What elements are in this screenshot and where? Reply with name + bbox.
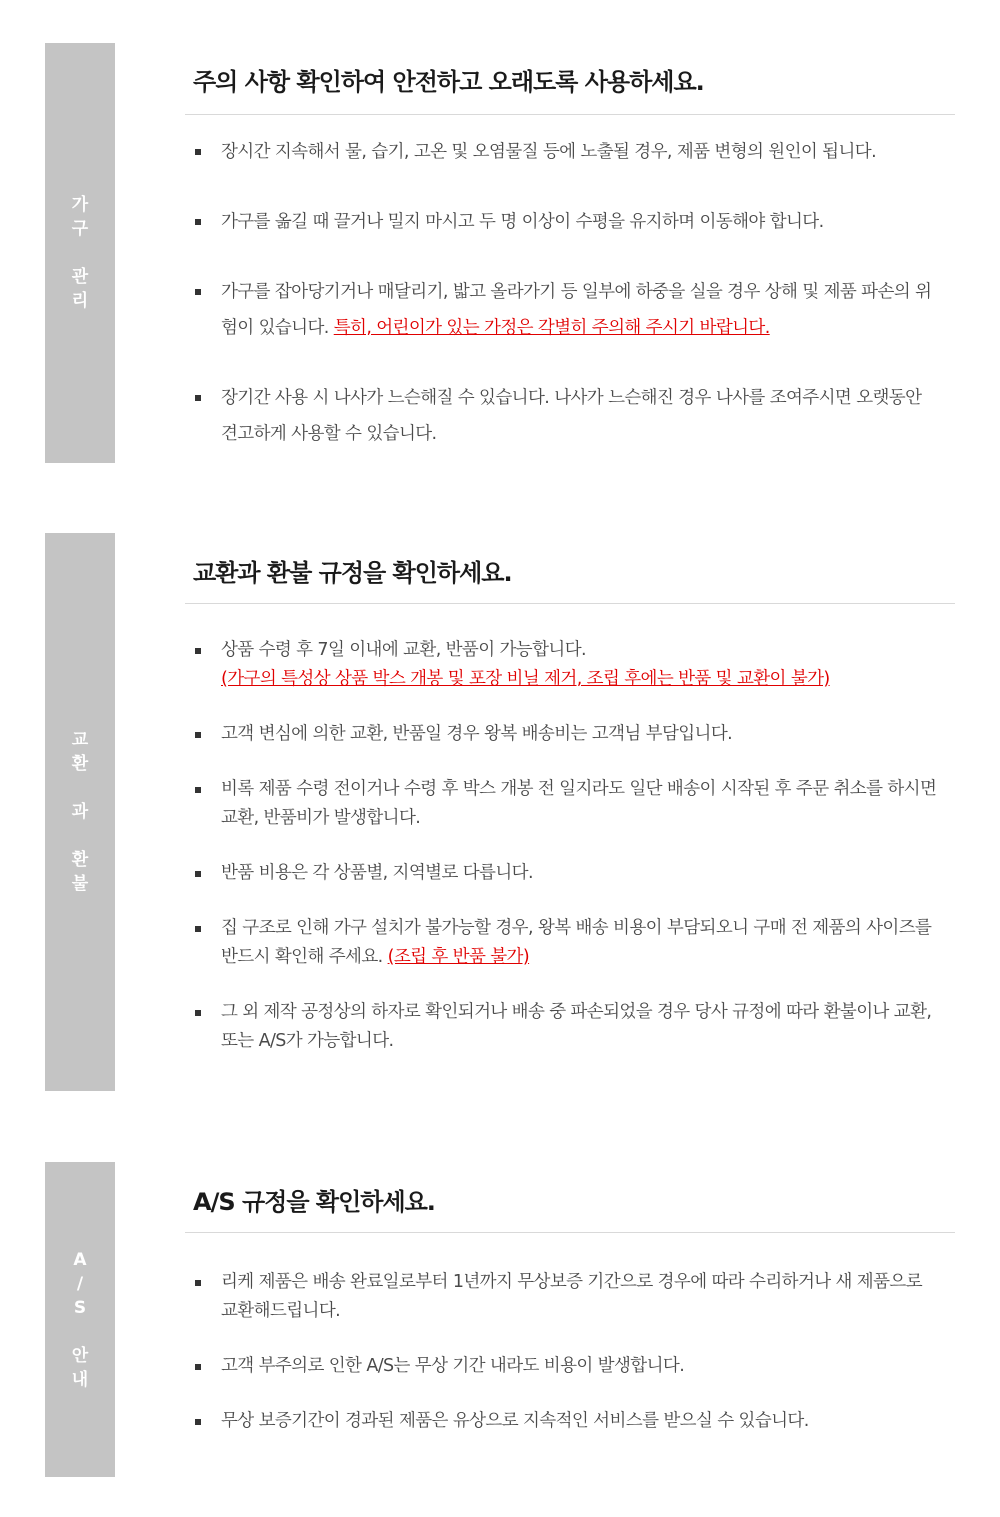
item-list	[195, 636, 940, 1056]
section-title: 주의 사항 확인하여 안전하고 오래도록 사용하세요.	[193, 68, 704, 96]
list-item	[195, 998, 940, 1056]
item-list	[195, 134, 940, 452]
item-text: 무상 보증기간이 경과된 제품은 유상으로 지속적인 서비스를 받으실 수 있습니다.	[221, 1411, 809, 1431]
list-item	[195, 134, 940, 170]
side-char: 관	[71, 267, 89, 287]
list-item	[195, 775, 940, 833]
bullet-icon	[195, 871, 201, 877]
item-text: 그 외 제작 공정상의 하자로 확인되거나 배송 중 파손되었을 경우 당사 규정에 따라 환불이나 교환, 또는 A/S가 가능합니다.	[221, 1002, 932, 1051]
warning-text: (가구의 특성상 상품 박스 개봉 및 포장 비닐 제거, 조립 후에는 반품 및 교환이 불가)	[221, 669, 830, 689]
item-text: 고객 변심에 의한 교환, 반품일 경우 왕복 배송비는 고객님 부담입니다.	[221, 724, 733, 744]
item-text: 반품 비용은 각 상품별, 지역별로 다릅니다.	[221, 863, 533, 883]
bullet-icon	[195, 395, 201, 401]
bullet-icon	[195, 1280, 201, 1286]
divider	[185, 114, 955, 115]
list-item	[195, 636, 940, 694]
item-text: 비록 제품 수령 전이거나 수령 후 박스 개봉 전 일지라도 일단 배송이 시작된 후 주문 취소를 하시면 교환, 반품비가 발생합니다.	[221, 779, 937, 828]
bullet-icon	[195, 1010, 201, 1016]
item-text: 가구를 옮길 때 끌거나 밀지 마시고 두 명 이상이 수평을 유지하며 이동해야 합니다.	[221, 212, 824, 232]
warning-text: (조립 후 반품 불가)	[387, 947, 530, 967]
item-text: 가구를 잡아당기거나 매달리기, 밟고 올라가기 등 일부에 하중을 실을 경우 상해 및 제품 파손의 위험이 있습니다.	[221, 282, 932, 338]
divider	[185, 603, 955, 604]
side-bar-as-guide	[45, 1162, 115, 1477]
bullet-icon	[195, 926, 201, 932]
side-char: 과	[71, 802, 89, 822]
bullet-icon	[195, 787, 201, 793]
item-text: 장시간 지속해서 물, 습기, 고온 및 오염물질 등에 노출될 경우, 제품 변형의 원인이 됩니다.	[221, 142, 877, 162]
list-item	[195, 1268, 940, 1326]
bullet-icon	[195, 1419, 201, 1425]
side-char: 가	[71, 195, 89, 215]
list-item	[195, 380, 940, 452]
side-char: 불	[71, 874, 89, 894]
list-item	[195, 720, 940, 749]
bullet-icon	[195, 732, 201, 738]
warning-text: 특히, 어린이가 있는 가정은 각별히 주의해 주시기 바랍니다.	[333, 318, 770, 338]
bullet-icon	[195, 149, 201, 155]
side-char: 리	[71, 291, 89, 311]
side-char: 환	[71, 850, 89, 870]
side-bar-furniture-care	[45, 43, 115, 463]
item-text: 집 구조로 인해 가구 설치가 불가능할 경우, 왕복 배송 비용이 부담되오니 구매 전 제품의 사이즈를 반드시 확인해 주세요.	[221, 918, 932, 967]
side-label	[70, 193, 90, 313]
side-char: 내	[71, 1369, 89, 1390]
bullet-icon	[195, 1364, 201, 1370]
bullet-icon	[195, 648, 201, 654]
list-item	[195, 1352, 940, 1381]
section-title: A/S 규정을 확인하세요.	[193, 1188, 435, 1216]
side-char: S	[73, 1297, 87, 1318]
side-label	[70, 728, 90, 896]
list-item	[195, 859, 940, 888]
item-text: 고객 부주의로 인한 A/S는 무상 기간 내라도 비용이 발생합니다.	[221, 1356, 685, 1376]
list-item	[195, 204, 940, 240]
side-char: A	[73, 1249, 87, 1270]
list-item	[195, 1407, 940, 1436]
list-item	[195, 274, 940, 346]
list-item	[195, 914, 940, 972]
item-text: 상품 수령 후 7일 이내에 교환, 반품이 가능합니다.	[221, 640, 586, 660]
side-char: 안	[71, 1345, 89, 1366]
bullet-icon	[195, 289, 201, 295]
side-char: 교	[71, 730, 89, 750]
side-char: /	[76, 1273, 84, 1294]
bullet-icon	[195, 219, 201, 225]
side-bar-exchange-refund	[45, 533, 115, 1091]
side-char: 환	[71, 754, 89, 774]
side-label	[70, 1248, 90, 1392]
item-list	[195, 1268, 940, 1436]
section-title: 교환과 환불 규정을 확인하세요.	[193, 559, 512, 587]
item-text: 리케 제품은 배송 완료일로부터 1년까지 무상보증 기간으로 경우에 따라 수리하거나 새 제품으로 교환해드립니다.	[221, 1272, 923, 1321]
divider	[185, 1232, 955, 1233]
side-char: 구	[71, 219, 89, 239]
item-text: 장기간 사용 시 나사가 느슨해질 수 있습니다. 나사가 느슨해진 경우 나사를 조여주시면 오랫동안 견고하게 사용할 수 있습니다.	[221, 388, 922, 444]
